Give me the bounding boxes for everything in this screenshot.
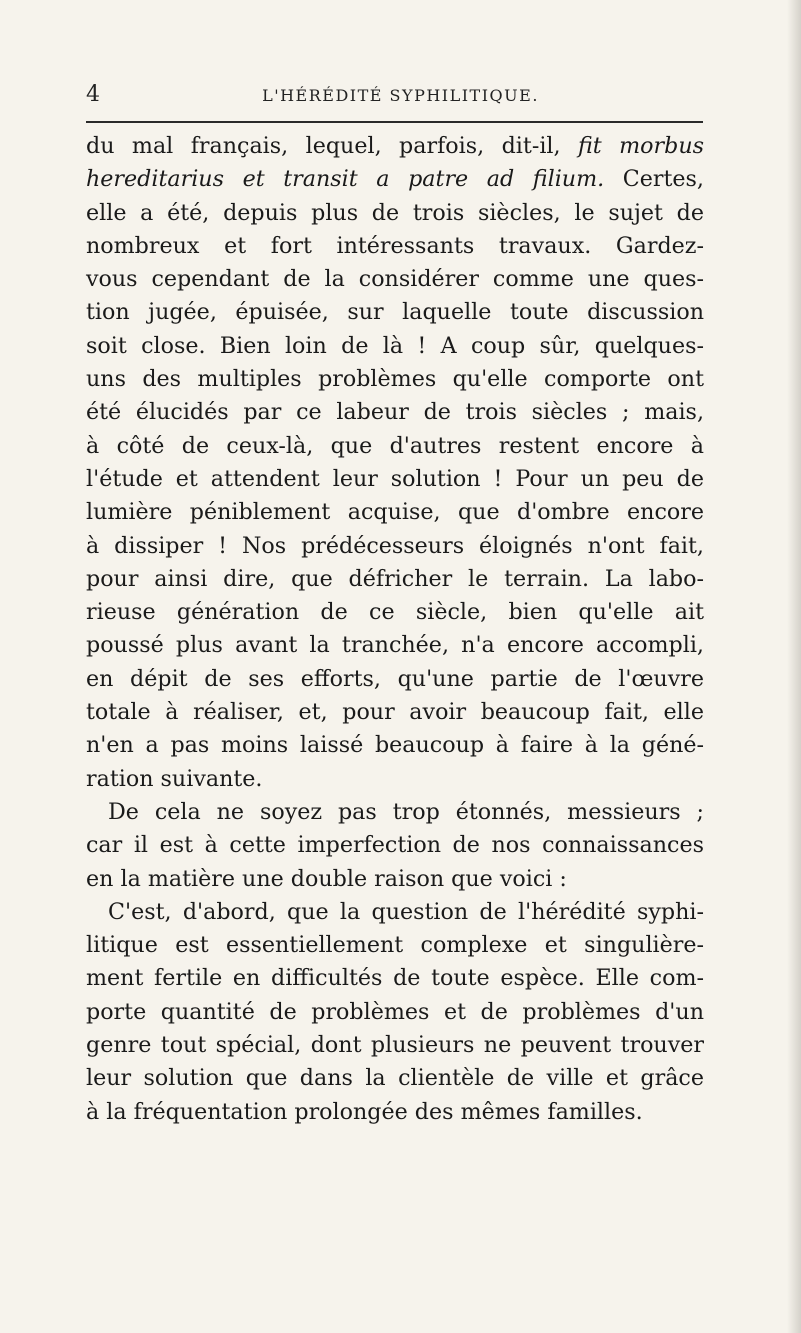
text-line: totale à réaliser, et, pour avoir beaucoup fait, elle: [86, 699, 704, 726]
text-line: C'est, d'abord, que la question de l'hérédité syphi-: [108, 898, 704, 925]
body-text: [86, 130, 704, 1129]
text-line: elle a été, depuis plus de trois siècles, le sujet de: [86, 199, 704, 226]
text-line: porte quantité de problèmes et de problèmes d'un: [86, 998, 704, 1025]
text-line: en la matière une double raison que voici :: [86, 865, 567, 892]
text-line: uns des multiples problèmes qu'elle comporte ont: [86, 366, 704, 393]
text-line: soit close. Bien loin de là ! A coup sûr, quelques-: [86, 332, 704, 359]
paragraph: [86, 896, 704, 1129]
text-line: n'en a pas moins laissé beaucoup à faire à la géné-: [86, 732, 704, 759]
text-line: tion jugée, épuisée, sur laquelle toute discussion: [86, 299, 704, 326]
italic-phrase: fit morbus: [577, 133, 704, 159]
text-line: De cela ne soyez pas trop étonnés, messieurs ;: [108, 798, 704, 825]
text-line: vous cependant de la considérer comme une ques-: [86, 266, 704, 293]
text-line: rieuse génération de ce siècle, bien qu'elle ait: [86, 599, 704, 626]
text-line: à côté de ceux-là, que d'autres restent encore à: [86, 432, 704, 459]
text-line: nombreux et fort intéressants travaux. Gardez-: [86, 232, 704, 259]
paragraph: [86, 796, 704, 896]
text-line: été élucidés par ce labeur de trois siècles ; mais,: [86, 399, 704, 426]
text-line: ration suivante.: [86, 765, 263, 792]
page-number: 4: [86, 82, 100, 107]
text-line: hereditarius et transit a patre ad filium. Certes,: [86, 166, 704, 193]
text-line: pour ainsi dire, que défricher le terrain. La labo-: [86, 565, 704, 592]
text-line: en dépit de ses efforts, qu'une partie de l'œuvre: [86, 665, 704, 692]
text-line: litique est essentiellement complexe et singulière-: [86, 932, 704, 959]
header-rule: [86, 121, 703, 123]
text-line: à dissiper ! Nos prédécesseurs éloignés n'ont fait,: [86, 532, 704, 559]
paragraph: [86, 130, 704, 796]
text-line: l'étude et attendent leur solution ! Pour un peu de: [86, 465, 704, 492]
italic-phrase: hereditarius et transit a patre ad filium.: [86, 166, 605, 193]
text-line: poussé plus avant la tranchée, n'a encore accompli,: [86, 632, 704, 659]
text-line: leur solution que dans la clientèle de ville et grâce: [86, 1065, 704, 1092]
text-line: lumière péniblement acquise, que d'ombre encore: [86, 499, 704, 526]
page-edge-shadow: [787, 0, 801, 1333]
text-line: du mal français, lequel, parfois, dit-il, fit morbus: [86, 133, 704, 159]
text-line: à la fréquentation prolongée des mêmes familles.: [86, 1098, 643, 1125]
text-line: genre tout spécial, dont plusieurs ne peuvent trouver: [86, 1032, 704, 1059]
text-line: car il est à cette imperfection de nos connaissances: [86, 832, 704, 859]
running-title: L'HÉRÉDITÉ SYPHILITIQUE.: [262, 86, 539, 105]
text-line: ment fertile en difficultés de toute espèce. Elle com-: [86, 965, 704, 992]
